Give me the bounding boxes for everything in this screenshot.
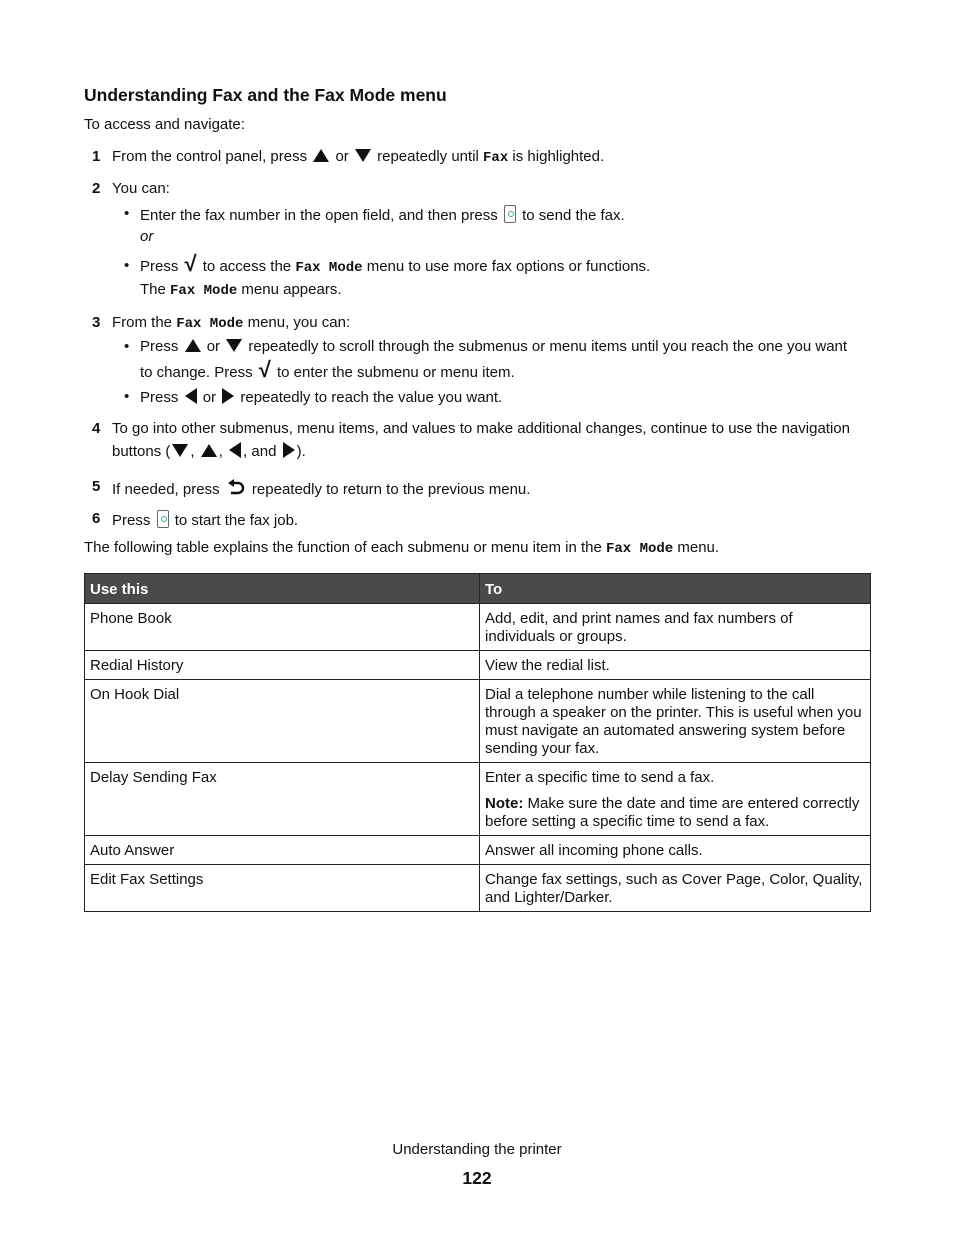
footer-section-title: Understanding the printer <box>392 1141 562 1158</box>
note: Note: Make sure the date and time are entered correctly before setting a specific time to send a fax. <box>485 795 860 830</box>
table-cell: Delay Sending Fax <box>85 763 480 836</box>
list-item-continuation: to change. Press √ to enter the submenu or menu item. <box>140 357 515 382</box>
table-row <box>85 680 871 763</box>
step-number: 5 <box>92 478 101 495</box>
right-arrow-icon <box>283 442 295 458</box>
up-arrow-icon <box>313 149 329 162</box>
menu-appears-text: The Fax Mode menu appears. <box>140 281 342 299</box>
table-cell: Add, edit, and print names and fax numbers of individuals or groups. <box>480 604 871 651</box>
or-text: or <box>140 228 154 245</box>
step-number: 3 <box>92 314 101 331</box>
table-row <box>85 604 871 651</box>
table-row <box>85 763 871 836</box>
page-number: 122 <box>462 1168 492 1188</box>
step-number: 4 <box>92 420 101 437</box>
down-arrow-icon <box>172 444 188 457</box>
up-arrow-icon <box>185 339 201 352</box>
table-cell: On Hook Dial <box>85 680 480 763</box>
table-cell: Phone Book <box>85 604 480 651</box>
table-cell: Change fax settings, such as Cover Page, Color, Quality, and Lighter/Darker. <box>480 865 871 912</box>
intro-text: To access and navigate: <box>84 116 245 133</box>
table-cell: Auto Answer <box>85 836 480 865</box>
table-row <box>85 836 871 865</box>
table-cell: View the redial list. <box>480 651 871 680</box>
table-cell: Answer all incoming phone calls. <box>480 836 871 865</box>
left-arrow-icon <box>185 388 197 404</box>
start-icon <box>157 510 169 528</box>
fax-mode-table <box>84 573 871 912</box>
start-icon <box>504 205 516 223</box>
table-row <box>85 865 871 912</box>
page-title: Understanding Fax and the Fax Mode menu <box>84 85 447 105</box>
check-icon: √ <box>258 357 271 382</box>
table-row <box>85 651 871 680</box>
step-number: 6 <box>92 510 101 527</box>
down-arrow-icon <box>355 149 371 162</box>
check-icon: √ <box>184 251 197 276</box>
down-arrow-icon <box>226 339 242 352</box>
step-number: 1 <box>92 148 101 165</box>
right-arrow-icon <box>222 388 234 404</box>
step-4-continuation: buttons ( , , , and ). <box>112 443 306 460</box>
table-cell: Edit Fax Settings <box>85 865 480 912</box>
up-arrow-icon <box>201 444 217 457</box>
table-header-row <box>85 574 871 604</box>
step-number: 2 <box>92 180 101 197</box>
table-cell: Dial a telephone number while listening to the call through a speaker on the printer. This is useful when you must navigate an automated answering system before sending your fax. <box>480 680 871 763</box>
table-intro: The following table explains the function of each submenu or menu item in the Fax Mode menu. <box>84 539 720 557</box>
table-cell: Enter a specific time to send a fax. Note: Make sure the date and time are entered correctly before setting a specific time to send a fax. <box>480 763 871 836</box>
table-cell: Redial History <box>85 651 480 680</box>
back-icon <box>226 478 246 498</box>
left-arrow-icon <box>229 442 241 458</box>
column-header-use-this: Use this <box>85 574 480 604</box>
column-header-to: To <box>480 574 871 604</box>
